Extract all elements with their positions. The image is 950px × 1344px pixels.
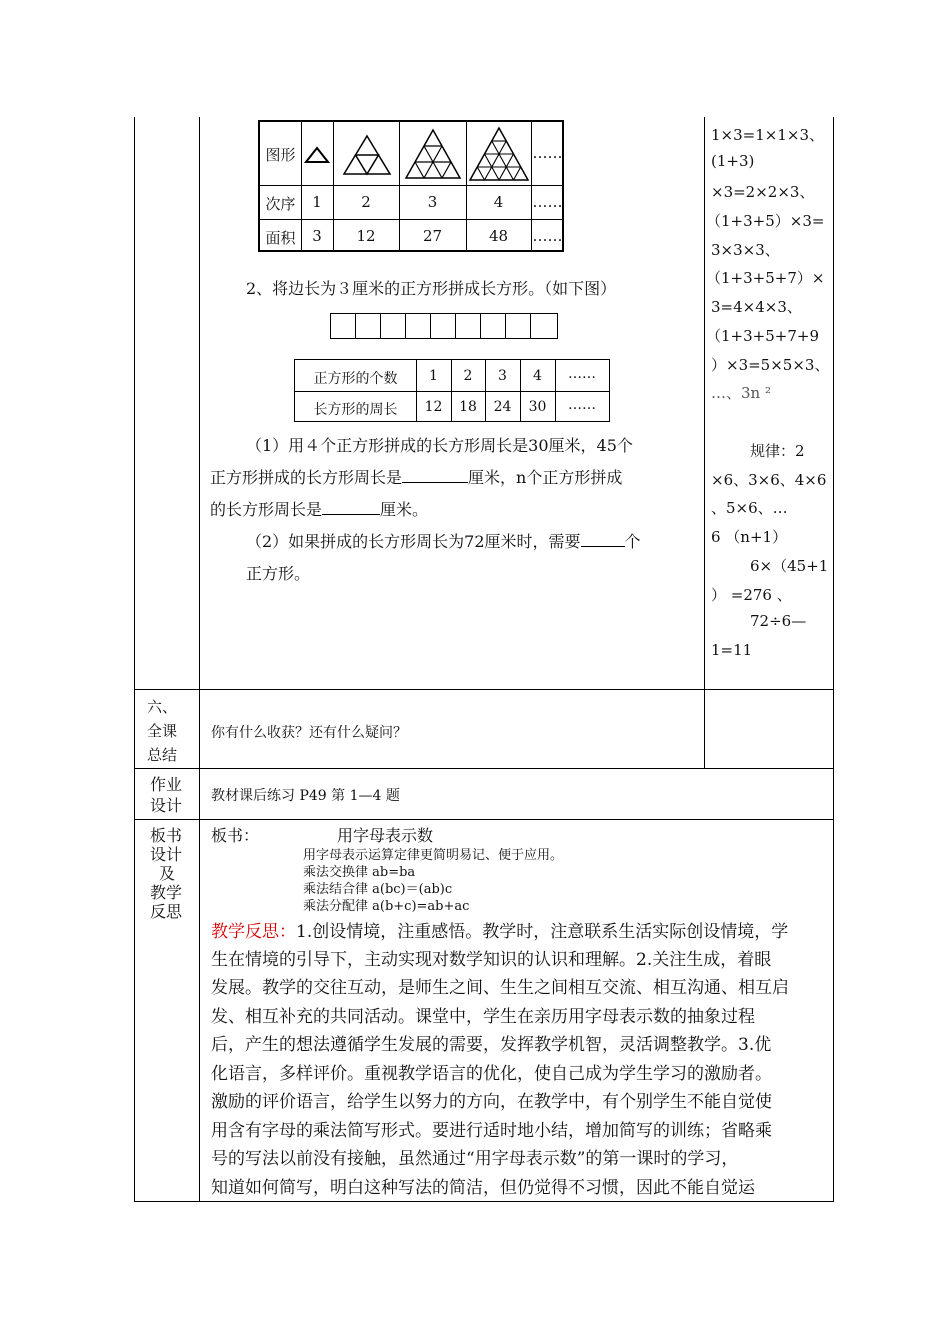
homework-label-line2: 设计 (150, 796, 183, 815)
summary-text: 你有什么收获？还有什么疑问？ (211, 725, 407, 741)
row1-value: 2 (463, 368, 473, 384)
row-label-shape: 图形 (265, 146, 296, 164)
reflection-line: 用含有字母的乘法简写形式。要进行适时地小结，增加简写的训练；省略乘 (211, 1121, 772, 1141)
order-value: 4 (493, 193, 504, 211)
row2-value: 12 (424, 399, 443, 415)
note-line: （1+3+5）×3= (706, 212, 825, 230)
homework-label-line1: 作业 (150, 775, 183, 794)
area-value: 27 (422, 227, 443, 245)
reflection-line: 生在情境的引导下，主动实现对数学知识的认识和理解。2.关注生成，着眼 (211, 950, 772, 970)
note-line: ）×3=5×5×3、 (711, 356, 830, 374)
question1-line1: （1）用４个正方形拼成的长方形周长是30厘米，45个 (246, 436, 633, 455)
rule-label: 规律：2 (750, 442, 805, 460)
square (330, 313, 356, 339)
q1-line3-text-b: 厘米。 (380, 500, 429, 519)
note-line: 1=11 (711, 641, 753, 659)
note-line: 1×3=1×1×3、 (711, 126, 824, 144)
area-value: 3 (312, 227, 322, 245)
q2-line1-text: （2）如果拼成的长方形周长为72厘米时，需要 (246, 532, 581, 551)
reflection-line (211, 917, 788, 942)
q1-line3-text: 的长方形周长是 (210, 500, 323, 519)
row1-value: 4 (533, 368, 542, 384)
notes-column-divider-upper (704, 117, 705, 689)
row1-value: 3 (498, 368, 507, 384)
shape-ellipsis: …… (532, 144, 563, 162)
note-line: 3=4×4×3、 (711, 298, 802, 316)
note-line: …、3n ² (711, 384, 771, 402)
q1-line2-text: 正方形拼成的长方形周长是 (210, 468, 403, 487)
answer-blank[interactable] (581, 530, 625, 547)
note-line: 3×3×3、 (711, 241, 780, 259)
area-value: …… (532, 227, 563, 245)
q1-line2-text-b: 厘米，n个正方形拼成 (468, 468, 623, 487)
summary-label-line2: 全课 (147, 722, 178, 740)
row-label-area: 面积 (265, 229, 296, 247)
row1-label: 正方形的个数 (313, 371, 398, 387)
board-label-line: 反思 (150, 902, 183, 921)
order-value: 3 (427, 193, 438, 211)
order-value: 2 (361, 193, 371, 211)
note-line: 6 （n+1） (711, 528, 788, 546)
reflection-line: 号的写法以前没有接触，虽然通过“用字母表示数”的第一课时的学习， (211, 1149, 739, 1169)
note-line: 72÷6— (750, 612, 807, 630)
square (355, 313, 381, 339)
board-prefix: 板书： (211, 826, 260, 845)
label-column-divider (199, 117, 200, 1202)
row2-value: 30 (528, 399, 547, 415)
row-divider-3 (134, 819, 834, 820)
triangle-figure-1 (304, 146, 330, 164)
row2-label: 长方形的周长 (313, 402, 398, 418)
square (405, 313, 431, 339)
problem2-title: 2、将边长为３厘米的正方形拼成长方形。（如下图） (246, 279, 617, 298)
board-label-line: 及 (159, 864, 176, 883)
note-line: ） =276 、 (711, 586, 792, 604)
reflection-label: 教学反思： (211, 922, 296, 942)
square (430, 313, 456, 339)
q2-line1-text-b: 个 (624, 532, 641, 551)
question2-line2: 正方形。 (246, 564, 311, 583)
note-line: ×6、3×6、4×6 (711, 471, 827, 489)
summary-label-line3: 总结 (147, 746, 178, 764)
square-perimeter-table (294, 359, 610, 422)
answer-blank[interactable] (322, 498, 380, 515)
note-line: （1+3+5+7）× (706, 269, 825, 287)
question1-line2 (210, 465, 622, 488)
reflection-line: 发、相互补充的共同活动。课堂中，学生在亲历用字母表示数的抽象过程 (211, 1007, 755, 1027)
board-line: 乘法结合律 a(bc)＝(ab)c (303, 882, 453, 897)
summary-label-line1: 六、 (147, 698, 178, 716)
order-value: …… (532, 193, 563, 211)
square-strip (330, 313, 557, 339)
row1-value: …… (568, 366, 596, 382)
table-border-left (134, 117, 135, 1202)
reflection-line: 化语言，多样评价。重视教学语言的优化，使自己成为学生学习的激励者。 (211, 1064, 772, 1084)
triangle-figure-table (258, 120, 564, 252)
note-line: 、5×6、… (711, 499, 788, 517)
row2-value: …… (568, 397, 596, 413)
square (455, 313, 481, 339)
note-line: ×3=2×2×3、 (711, 183, 815, 201)
homework-text: 教材课后练习 P49 第 1—4 题 (211, 788, 400, 804)
board-label-line: 教学 (150, 883, 183, 902)
row2-value: 24 (493, 399, 512, 415)
reflection-text: 1.创设情境，注重感悟。教学时，注意联系生活实际创设情境，学 (296, 922, 789, 942)
triangle-figure-3 (404, 128, 462, 180)
row1-value: 1 (429, 368, 438, 384)
row-divider-1 (134, 689, 834, 690)
table-border-bottom (134, 1201, 834, 1202)
answer-blank[interactable] (402, 466, 468, 483)
square (380, 313, 406, 339)
area-value: 12 (356, 227, 376, 245)
order-value: 1 (312, 193, 322, 211)
area-value: 48 (488, 227, 509, 245)
question2-line1 (246, 529, 641, 552)
note-line: （1+3+5+7+9 (706, 327, 819, 345)
reflection-line: 激励的评价语言，给学生以努力的方向，在教学中，有个别学生不能自觉使 (211, 1092, 772, 1112)
reflection-line: 知道如何简写，明白这种写法的简洁，但仍觉得不习惯，因此不能自觉运 (211, 1178, 755, 1198)
table-border-right (833, 117, 834, 1202)
note-line: 6×（45+1 (750, 557, 829, 575)
board-label-line: 板书 (150, 826, 183, 845)
board-line: 用字母表示运算定律更简明易记、便于应用。 (303, 848, 564, 863)
board-title: 用字母表示数 (337, 826, 434, 845)
square (480, 313, 506, 339)
board-line: 乘法分配律 a(b+c)=ab+ac (303, 899, 470, 914)
row2-value: 18 (459, 399, 477, 415)
row-divider-2 (134, 768, 834, 769)
row-label-order: 次序 (265, 195, 296, 213)
reflection-line: 后，产生的想法遵循学生发展的需要，发挥教学机智，灵活调整教学。3.优 (211, 1035, 772, 1055)
square (505, 313, 531, 339)
note-line: (1+3) (711, 152, 755, 170)
question1-line3 (210, 497, 428, 520)
triangle-figure-2 (342, 134, 392, 176)
board-label-line: 设计 (150, 845, 183, 864)
board-line: 乘法交换律 ab=ba (303, 865, 416, 880)
square (530, 313, 558, 339)
triangle-figure-4 (468, 126, 530, 182)
reflection-line: 发展。教学的交往互动，是师生之间、生生之间相互交流、相互沟通、相互启 (211, 978, 789, 998)
notes-column-divider-lower (704, 689, 705, 768)
